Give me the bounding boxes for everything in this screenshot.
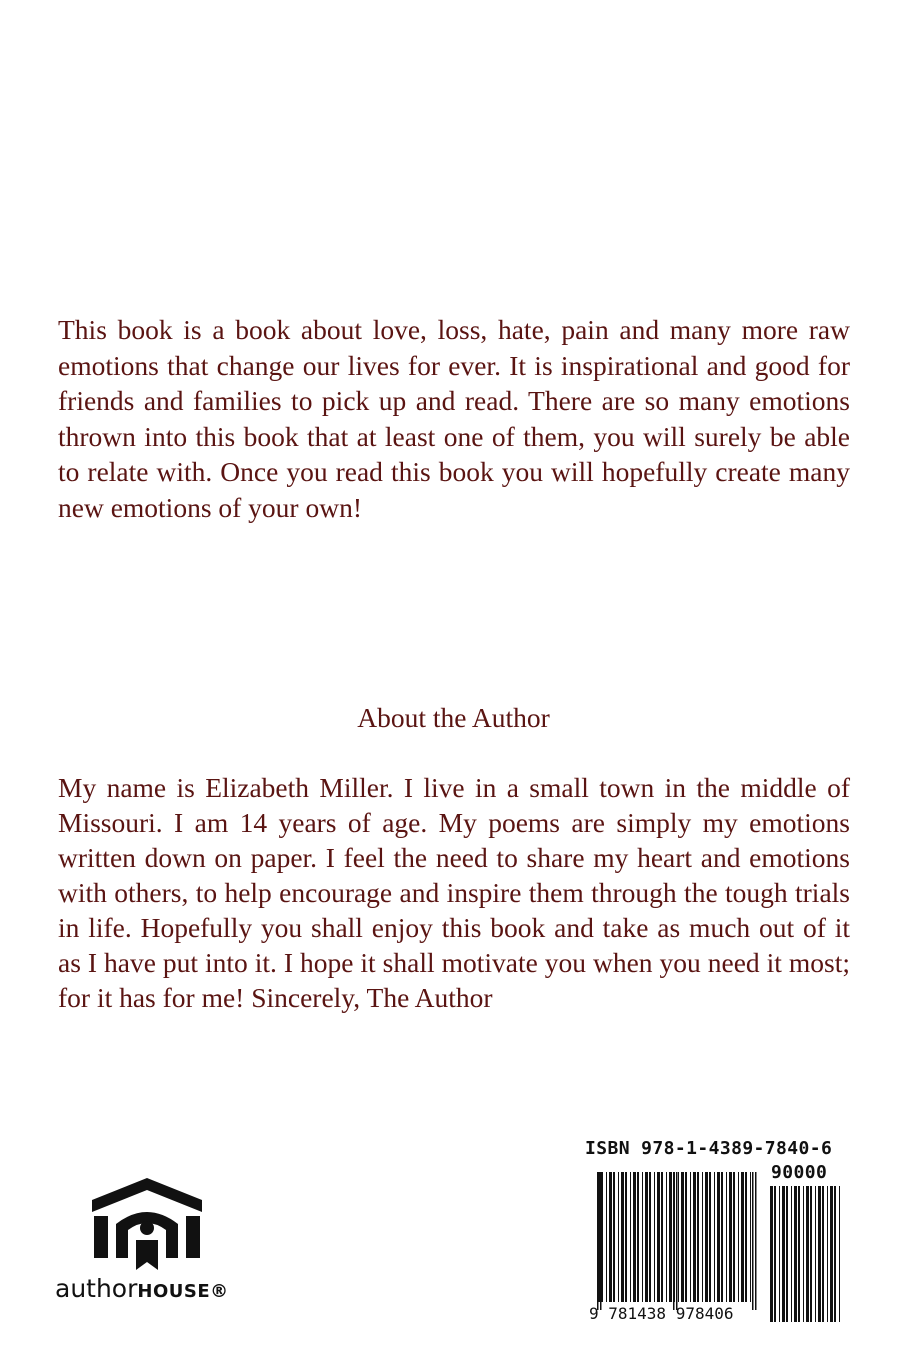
barcode-bar [806,1186,809,1322]
barcode-bar [637,1172,639,1302]
about-author-heading: About the Author [357,702,550,733]
barcode-bar [685,1172,687,1302]
authorhouse-house-logo-icon [92,1178,202,1273]
barcode-bar [729,1172,732,1302]
barcode-bar [741,1172,744,1302]
barcode-bar [782,1186,785,1322]
barcode-bar [803,1186,804,1322]
barcode-bar [702,1172,703,1302]
barcode-bar [818,1186,821,1322]
barcode-bar [827,1186,828,1322]
ean-digits: 9 781438 978406 [589,1304,734,1323]
publisher-name [55,1274,229,1303]
barcode-bar [714,1172,715,1302]
price-code: 90000 [771,1162,828,1183]
barcode-bar [661,1172,663,1302]
publisher-logo [55,1178,255,1318]
isbn-number: ISBN 978-1-4389-7840-6 [585,1138,833,1159]
registered-mark: ® [210,1281,229,1302]
barcode-bar [830,1186,833,1322]
barcode-bar [690,1172,691,1302]
barcode-bar [738,1172,739,1302]
isbn-barcode [585,1138,850,1328]
barcode-bar [642,1172,643,1302]
barcode-bar [779,1186,780,1322]
barcode-bar [709,1172,711,1302]
barcode-bar [678,1172,679,1302]
barcode-bar [798,1186,800,1322]
barcode-bar [633,1172,636,1302]
barcode-guard-bar [600,1172,602,1310]
barcode-bar [666,1172,667,1302]
barcode-bar [791,1186,792,1322]
barcode-bar [774,1186,776,1322]
barcode-bar [705,1172,708,1302]
barcode-bar [786,1186,788,1322]
barcode-bar [649,1172,651,1302]
barcode-guard-bar [676,1172,678,1310]
barcode-bar [613,1172,615,1302]
barcode-guard-bar [597,1172,599,1310]
barcode-bar [654,1172,655,1302]
book-description: This book is a book about love, loss, hate, pain and many more raw emotions that change our lives for ever. It is inspirational and good for friends and families to pick up and read. There are so many emotions thrown into this book that at least one of them, you will surely be able to relate with. Once you read this book you will hopefully create many new emotions of your own! [58,314,850,523]
barcode-bar [630,1172,631,1302]
barcode-bar [693,1172,696,1302]
barcode-bar [726,1172,727,1302]
barcode-bar [697,1172,699,1302]
barcode-bar [717,1172,720,1302]
barcode-guard-bar [755,1172,757,1310]
barcode-bar [721,1172,723,1302]
barcode-bar [618,1172,619,1302]
barcode-bar [669,1172,672,1302]
barcode-bar [645,1172,648,1302]
barcode-bar [770,1186,773,1322]
barcode-bar [681,1172,684,1302]
barcode-bar [822,1186,824,1322]
barcode-bar [750,1172,751,1302]
barcode-bar [839,1186,840,1322]
publisher-name-part1: author [55,1274,138,1303]
barcode-bars [585,1138,850,1328]
barcode-bar [657,1172,660,1302]
publisher-name-part2: HOUSE [137,1281,211,1302]
barcode-bar [810,1186,812,1322]
barcode-bar [621,1172,624,1302]
about-author-text: My name is Elizabeth Miller. I live in a small town in the middle of Missouri. I am 14 years of age. My poems are simply my emotions written down on paper. I feel the need to share my heart and emotions with others, to help encourage and inspire them through the tough trials in life. Hopefully you shall enjoy this book and take as much out of it as I have put into it. I hope it shall motivate you when you need it most; for it has for me! Sincerely, The Author [58,772,850,1013]
barcode-bar [606,1172,607,1302]
barcode-bar [745,1172,747,1302]
barcode-guard-bar [673,1172,675,1310]
barcode-bar [815,1186,816,1322]
barcode-bar [794,1186,797,1322]
barcode-guard-bar [752,1172,754,1310]
barcode-bar [625,1172,627,1302]
barcode-bar [733,1172,735,1302]
barcode-bar [834,1186,836,1322]
barcode-bar [609,1172,612,1302]
